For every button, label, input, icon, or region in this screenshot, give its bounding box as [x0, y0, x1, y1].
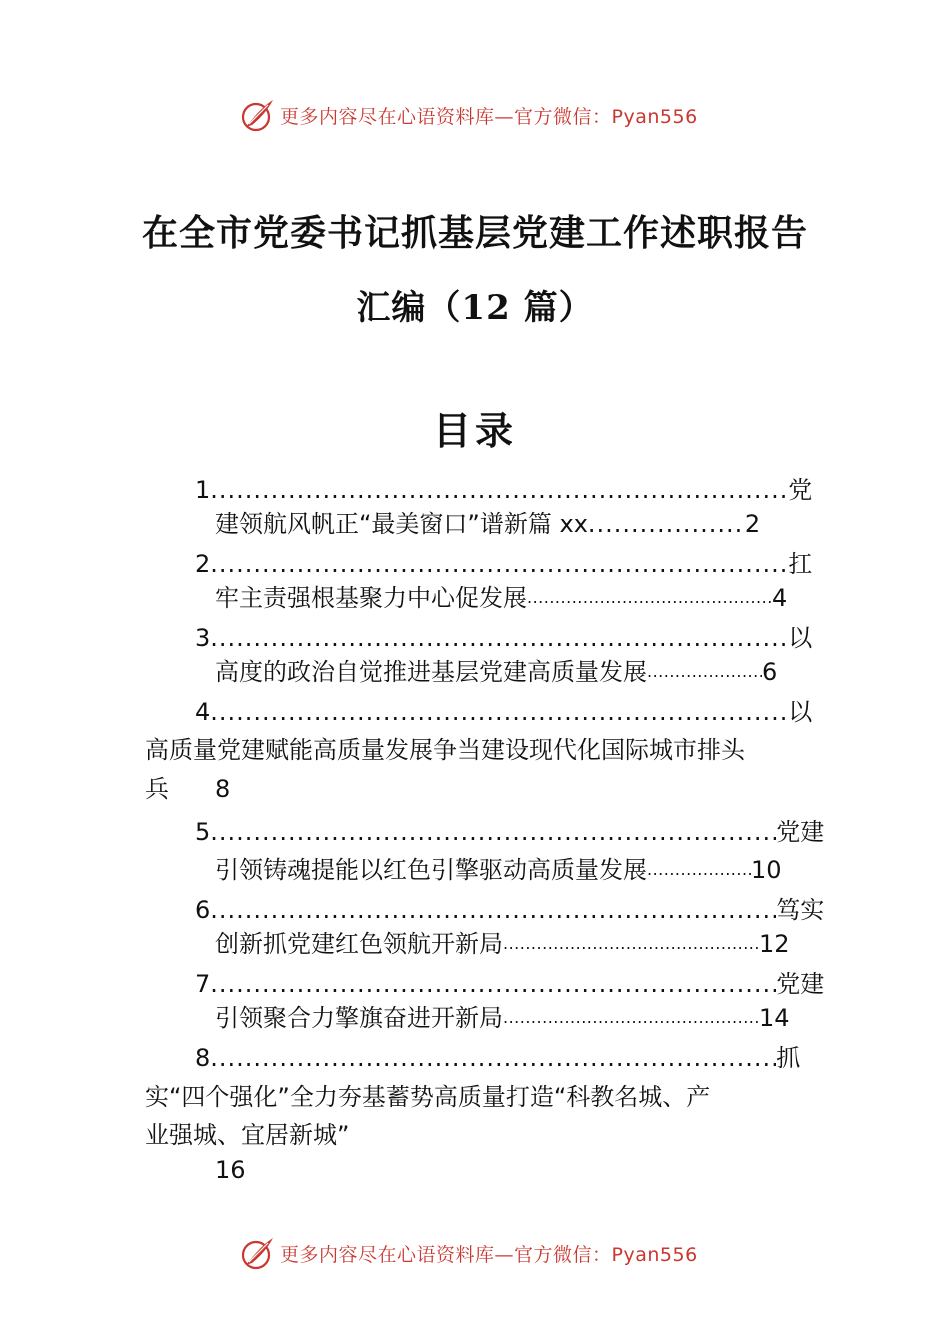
dot-leader	[210, 547, 788, 581]
toc-heading: 目录	[432, 408, 517, 453]
toc-entry-8-line-3[interactable]	[145, 1118, 349, 1152]
watermark-text: 更多内容尽在心语资料库—官方微信：Pyan556	[280, 1243, 698, 1266]
toc-entry-3-line-1[interactable]	[195, 621, 812, 655]
toc-entry-2-line-2[interactable]	[215, 581, 787, 615]
toc-entry-title: 引领聚合力擎旗奋进开新局	[215, 1004, 503, 1032]
dot-leader	[503, 1001, 759, 1035]
dot-leader	[210, 967, 776, 1001]
watermark-text: 更多内容尽在心语资料库—官方微信：Pyan556	[280, 105, 698, 128]
dot-leader	[210, 473, 788, 507]
toc-entry-title-start: 扛	[788, 550, 813, 578]
feather-pen-logo-icon	[240, 97, 276, 133]
toc-entry-5-line-1[interactable]	[195, 815, 824, 849]
feather-pen-logo-icon	[240, 1235, 276, 1271]
watermark-footer	[240, 1233, 698, 1273]
toc-entry-6-line-2[interactable]	[215, 927, 790, 961]
toc-entry-title: 高质量党建赋能高质量发展争当建设现代化国际城市排头	[145, 736, 745, 764]
toc-entry-number: 5	[195, 818, 211, 846]
toc-entry-title-start: 党建	[776, 818, 825, 846]
toc-entry-1-line-1[interactable]	[195, 473, 812, 507]
toc-entry-number: 6	[195, 896, 211, 924]
toc-entry-4-line-2[interactable]	[145, 733, 745, 767]
watermark-header	[240, 95, 698, 135]
toc-entry-8-line-2[interactable]	[145, 1080, 710, 1114]
dot-leader	[210, 621, 788, 655]
toc-entry-4-line-1[interactable]	[195, 695, 812, 729]
dot-leader	[588, 507, 745, 541]
watermark-handle: Pyan556	[611, 105, 698, 128]
toc-entry-7-line-2[interactable]	[215, 1001, 790, 1035]
watermark-handle: Pyan556	[611, 1243, 698, 1266]
toc-entry-number: 2	[195, 550, 211, 578]
dot-leader	[210, 815, 776, 849]
toc-entry-title: 牢主责强根基聚力中心促发展	[215, 584, 527, 612]
toc-entry-number: 4	[195, 698, 211, 726]
toc-entry-1-line-2[interactable]	[215, 507, 760, 541]
toc-entry-title-end: 兵	[145, 775, 169, 803]
dot-leader	[210, 893, 776, 927]
toc-entry-page: 2	[744, 510, 761, 538]
toc-entry-title: 实“四个强化”全力夯基蓄势高质量打造“科教名城、产	[145, 1083, 711, 1111]
dot-leader	[210, 1041, 776, 1075]
toc-entry-page: 6	[762, 658, 778, 686]
toc-entry-2-line-1[interactable]	[195, 547, 812, 581]
toc-entry-5-line-2[interactable]	[215, 853, 782, 887]
toc-entry-page: 4	[772, 584, 788, 612]
toc-entry-page: 16	[215, 1156, 246, 1184]
toc-entry-8-line-1[interactable]	[195, 1041, 800, 1075]
toc-entry-number: 7	[195, 970, 211, 998]
toc-entry-8-line-4[interactable]	[215, 1153, 246, 1187]
toc-entry-title-start: 以	[788, 698, 813, 726]
toc-entry-title-start: 党	[788, 476, 813, 504]
toc-entry-number: 8	[195, 1044, 211, 1072]
toc-entry-title-start: 党建	[776, 970, 825, 998]
toc-entry-page: 10	[751, 856, 782, 884]
dot-leader	[647, 853, 751, 887]
toc-entry-title: 创新抓党建红色领航开新局	[215, 930, 503, 958]
toc-entry-title-start: 以	[788, 624, 813, 652]
toc-entry-page: 14	[759, 1004, 790, 1032]
toc-entry-number: 1	[195, 476, 211, 504]
toc-entry-title: 引领铸魂提能以红色引擎驱动高质量发展	[215, 856, 647, 884]
toc-entry-6-line-1[interactable]	[195, 893, 824, 927]
toc-entry-title: 高度的政治自觉推进基层党建高质量发展	[215, 658, 647, 686]
document-title-line-1: 在全市党委书记抓基层党建工作述职报告	[141, 212, 808, 254]
toc-entry-number: 3	[195, 624, 211, 652]
document-title-line-2: 汇编（12 篇）	[356, 288, 594, 328]
toc-entry-title-start: 笃实	[776, 896, 825, 924]
dot-leader	[647, 655, 762, 689]
toc-entry-title-start: 抓	[776, 1044, 801, 1072]
toc-entry-page: 12	[759, 930, 790, 958]
dot-leader	[503, 927, 759, 961]
toc-entry-page: 8	[215, 775, 231, 803]
toc-entry-title-end: 业强城、宜居新城”	[145, 1121, 350, 1149]
toc-entry-4-line-3[interactable]	[145, 772, 230, 806]
dot-leader	[527, 581, 772, 615]
dot-leader	[210, 695, 788, 729]
toc-entry-3-line-2[interactable]	[215, 655, 777, 689]
toc-entry-title: 建领航风帆正“最美窗口”谱新篇 xx	[215, 510, 588, 538]
toc-entry-7-line-1[interactable]	[195, 967, 824, 1001]
